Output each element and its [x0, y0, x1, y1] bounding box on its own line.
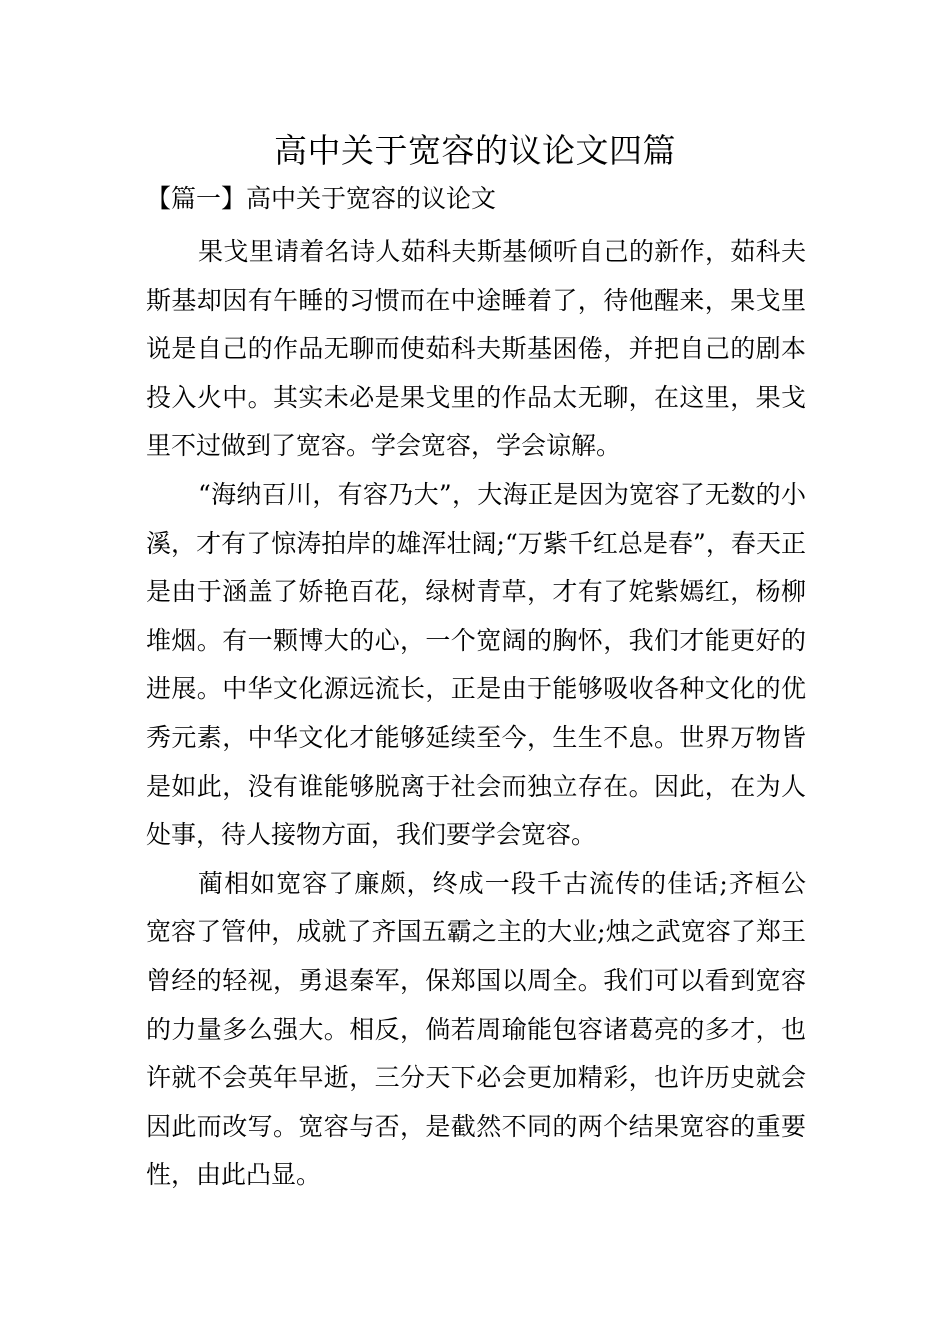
paragraph-1: 果戈里请着名诗人茹科夫斯基倾听自己的新作，茹科夫斯基却因有午睡的习惯而在中途睡着了，待他醒来，果戈里说是自己的作品无聊而使茹科夫斯基困倦，并把自己的剧本投入火中。其实未必是果戈里的作品太无聊，在这里，果戈里不过做到了宽容。学会宽容，学会谅解。: [146, 237, 806, 461]
paragraph-3: 蔺相如宽容了廉颇，终成一段千古流传的佳话;齐桓公宽容了管仲，成就了齐国五霸之主的大业;烛之武宽容了郑王曾经的轻视，勇退秦军，保郑国以周全。我们可以看到宽容的力量多么强大。相反，倘若周瑜能包容诸葛亮的多才，也许就不会英年早逝，三分天下必会更加精彩，也许历史就会因此而改写。宽容与否，是截然不同的两个结果宽容的重要性，由此凸显。: [146, 868, 806, 1190]
document-title: 高中关于宽容的议论文四篇: [274, 131, 676, 170]
section-heading: 【篇一】高中关于宽容的议论文: [146, 184, 497, 213]
paragraph-2: “海纳百川，有容乃大”，大海正是因为宽容了无数的小溪，才有了惊涛拍岸的雄浑壮阔;“万紫千红总是春”，春天正是由于涵盖了娇艳百花，绿树青草，才有了姹紫嫣红，杨柳堆烟。有一颗博大的心，一个宽阔的胸怀，我们才能更好的进展。中华文化源远流长，正是由于能够吸收各种文化的优秀元素，中华文化才能够延续至今，生生不息。世界万物皆是如此，没有谁能够脱离于社会而独立存在。因此，在为人处事，待人接物方面，我们要学会宽容。: [146, 479, 806, 850]
document-body: [146, 228, 806, 1200]
